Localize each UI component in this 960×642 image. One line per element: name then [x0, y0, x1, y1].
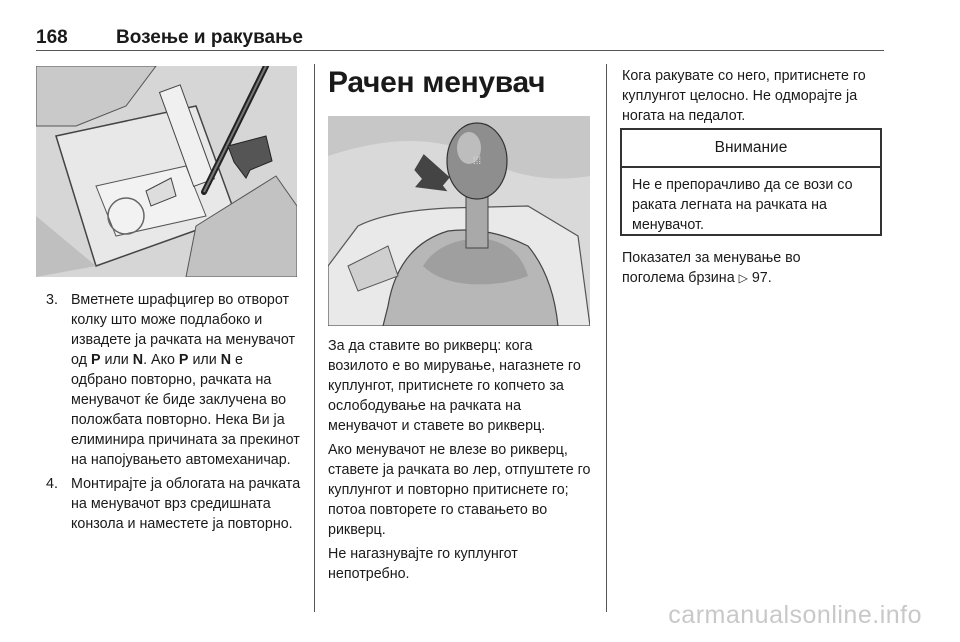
watermark: carmanualsonline.info [668, 601, 922, 629]
column-divider [314, 64, 315, 612]
section-heading: Рачен менувач [328, 66, 546, 99]
reference-text: Показател за менување во поголема брзина [622, 250, 801, 286]
right-intro [622, 66, 888, 130]
page-number: 168 [36, 27, 68, 48]
step-number: 4. [46, 476, 58, 492]
gear-knob-illustration [328, 116, 590, 326]
paragraph: Кога ракувате со него, притиснете го куплунгот целосно. Не одморајте ја ногата на педалот. [622, 68, 866, 124]
step-text: Монтирајте ја облогата на рачката на менувачот врз средишната конзола и наместете ја повторно. [71, 476, 301, 532]
screwdriver-figure [36, 66, 297, 277]
caution-note [620, 128, 882, 236]
right-reference [622, 248, 862, 292]
page-title: Возење и ракување [116, 27, 303, 48]
reference-page[interactable]: 97. [751, 270, 772, 286]
reference-paragraph [622, 248, 862, 288]
middle-text [328, 336, 594, 588]
shift-pattern-icon: ⁞⁞⁞ [472, 156, 482, 167]
note-title: Внимание [622, 130, 880, 168]
step-4 [46, 474, 302, 534]
arrow-reference-icon[interactable]: ▷ [738, 271, 748, 285]
paragraph: За да ставите во рикверц: кога возилото е во мирување, нагазнете го куплунгот, притиснете го копчето за ослободување на рачката на менувачот и ставете во рикверц. [328, 338, 581, 434]
step-number: 3. [46, 292, 58, 308]
paragraph: Ако менувачот не влезе во рикверц, ставете ја рачката во лер, отпуштете го куплунгот и повторно притиснете го; потоа повторете го ставањето во рикверц. [328, 442, 591, 538]
note-text: Не е препорачливо да се вози со раката легната на рачката на менувачот. [632, 177, 853, 233]
gear-knob-figure [328, 116, 590, 326]
page-header [36, 22, 884, 51]
step-3 [46, 290, 302, 470]
steps-list [46, 290, 302, 538]
column-divider [606, 64, 607, 612]
screwdriver-illustration [36, 66, 297, 277]
paragraph: Не нагазнувајте го куплунгот непотребно. [328, 546, 518, 582]
step-text: Вметнете шрафцигер во отворот колку што може подлабоко и извадете ја рачката на менувачот од P или N. Ако P или N е одбрано повторно, рачката на менувачот ќе биде заклучена во положбата повторно. Нека Ви ја елиминира причината за прекинот на напојувањето автомеханичар. [71, 292, 300, 468]
